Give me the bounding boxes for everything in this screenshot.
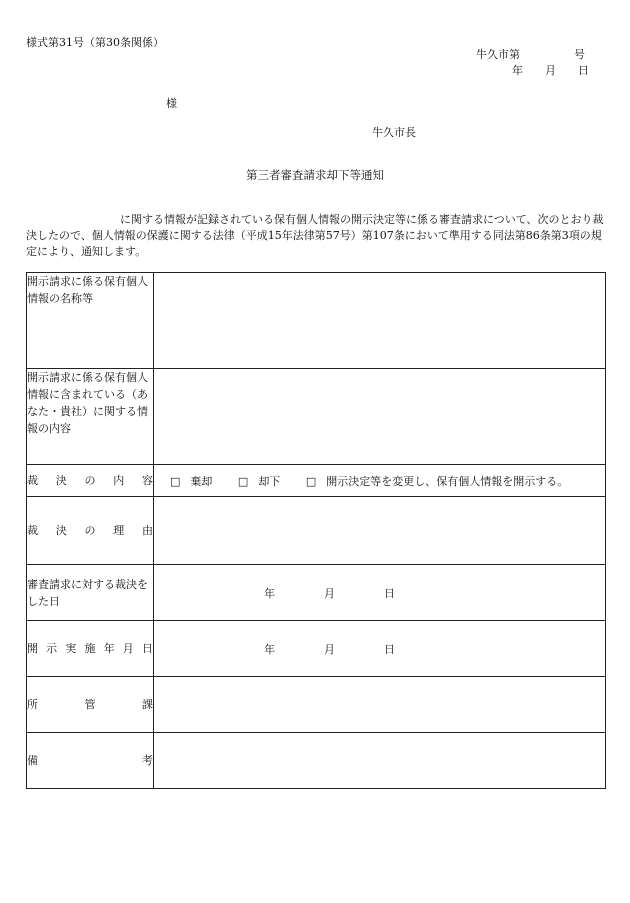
label-info-content: 開示請求に係る保有個人情報に含まれている（あなた・貴社）に関する情報の内容 (27, 369, 154, 465)
row-department (27, 677, 606, 733)
option-change-disclose[interactable]: □ 開示決定等を変更し、保有個人情報を開示する。 (305, 474, 569, 488)
row-info-name (27, 273, 606, 369)
doc-number-suffix: 号 (574, 48, 585, 61)
label-decision-reason: 裁 決 の 理 由 (27, 497, 154, 565)
form-number: 様式第31号（第30条関係） (26, 36, 164, 49)
label-disclosure-date: 開 示 実 施 年 月 日 (27, 621, 154, 677)
value-remarks (154, 733, 606, 789)
row-remarks (27, 733, 606, 789)
option-dismiss[interactable]: □ 棄却 (170, 474, 213, 488)
sender: 牛久市長 (372, 126, 416, 139)
decision-options (154, 465, 606, 497)
checkbox[interactable]: □ (170, 474, 181, 488)
label-remarks: 備 考 (27, 733, 154, 789)
checkbox[interactable]: □ (305, 474, 317, 488)
row-disclosure-date (27, 621, 606, 677)
decision-form-table (26, 272, 606, 789)
value-disclosure-date: 年 月 日 (154, 621, 606, 677)
value-decision-reason (154, 497, 606, 565)
row-info-content (27, 369, 606, 465)
label-info-name: 開示請求に係る保有個人情報の名称等 (27, 273, 154, 369)
issue-date-day: 日 (578, 64, 589, 77)
label-department: 所 管 課 (27, 677, 154, 733)
document-title: 第三者審査請求却下等通知 (246, 168, 384, 182)
body-paragraph: に関する情報が記録されている保有個人情報の開示決定等に係る審査請求について、次のとおり裁決したので、個人情報の保護に関する法律（平成15年法律第57号）第107条において準用する同法第86条第3項の規定により、通知します。 (26, 213, 604, 258)
body-text (26, 212, 606, 260)
issue-date-year: 年 (512, 64, 523, 77)
value-decision-date: 年 月 日 (154, 565, 606, 621)
option-reject[interactable]: □ 却下 (237, 474, 281, 488)
row-decision-content (27, 465, 606, 497)
addressee: 様 (166, 97, 177, 110)
row-decision-date (27, 565, 606, 621)
doc-number-prefix: 牛久市第 (476, 48, 520, 61)
checkbox[interactable]: □ (237, 474, 249, 488)
value-info-name (154, 273, 606, 369)
document-number (476, 46, 585, 62)
issue-date-month: 月 (545, 64, 556, 77)
label-decision-date: 審査請求に対する裁決をした日 (27, 565, 154, 621)
issue-date (512, 62, 589, 78)
value-department (154, 677, 606, 733)
row-decision-reason (27, 497, 606, 565)
value-info-content (154, 369, 606, 465)
label-decision-content: 裁 決 の 内 容 (27, 465, 154, 497)
